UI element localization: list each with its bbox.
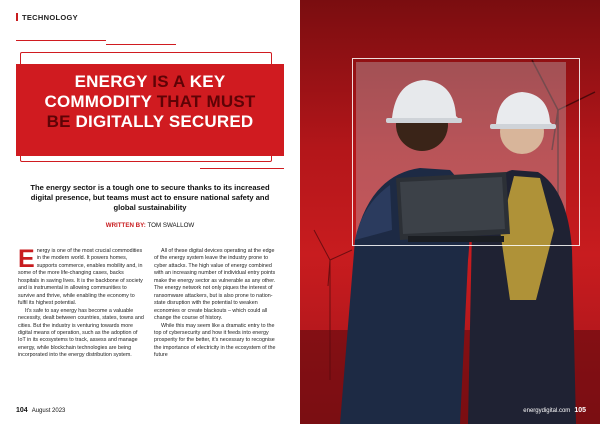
byline-label: WRITTEN BY:: [105, 222, 146, 229]
standfirst: The energy sector is a tough one to secure thanks to its increased digital presence, but teams must act to ensure national safety and global sustainability: [30, 183, 270, 212]
footer-right: [523, 407, 586, 414]
paragraph: All of these digital devices operating at the edge of the energy system leave the industry prone to cyber attacks. The high value of energy combined with an increasing number of individual entry points make the energy sector as vulnerable as any other. The energy network not only piques the interest of ransomware attackers, but is also prone to nation-state disruption with the potential to weaken economies or create blackouts – which could all change the course of history.: [154, 248, 276, 322]
body-column-1: [18, 245, 144, 360]
paragraph: It's safe to say energy has become a valuable necessity, dealt between countries, states, towns and cities. But the industry is venturing towards more digital means of operation, such as the adoption of IoT in its ecosystems to track, assess and manage energy, while blockchain technologies are being incorporated into the energy distribution system.: [18, 307, 144, 359]
drop-cap: E: [18, 245, 35, 273]
deco-line: [106, 44, 176, 45]
footer-left: [16, 407, 65, 414]
section-label: TECHNOLOGY: [22, 13, 78, 22]
page-number: 104: [16, 407, 28, 414]
headline: ENERGY IS A KEY COMMODITY THAT MUST BE DIGITALLY SECURED: [44, 72, 256, 131]
deco-line: [200, 168, 284, 169]
byline: [0, 222, 300, 229]
byline-author: TOM SWALLOW: [147, 222, 195, 229]
paragraph: Energy is one of the most crucial commodities in the modern world. It powers homes, supports commerce, enables mobility and, in some of the more life-changing cases, backs hospitals in saving lives. It is the backbone of society and is instrumental in allowing communities to survive and thrive, while enabling the economy to fulfil its highest potential.: [18, 245, 143, 307]
deco-line: [16, 40, 106, 41]
site-url: energydigital.com: [523, 408, 571, 414]
photo-frame: [352, 58, 580, 246]
section-tag: [16, 13, 78, 22]
issue-date: August 2023: [31, 408, 66, 414]
body-column-2: [154, 248, 280, 360]
page-number: 105: [574, 407, 586, 414]
section-marker-icon: [16, 13, 18, 21]
paragraph: While this may seem like a dramatic entry to the top of cybersecurity and how it feeds into energy prosperity for the better, it's necessary to recognise the importance of electricity in the ecosystem of the future: [154, 322, 276, 359]
right-page: [300, 0, 600, 424]
headline-block: [16, 52, 284, 160]
